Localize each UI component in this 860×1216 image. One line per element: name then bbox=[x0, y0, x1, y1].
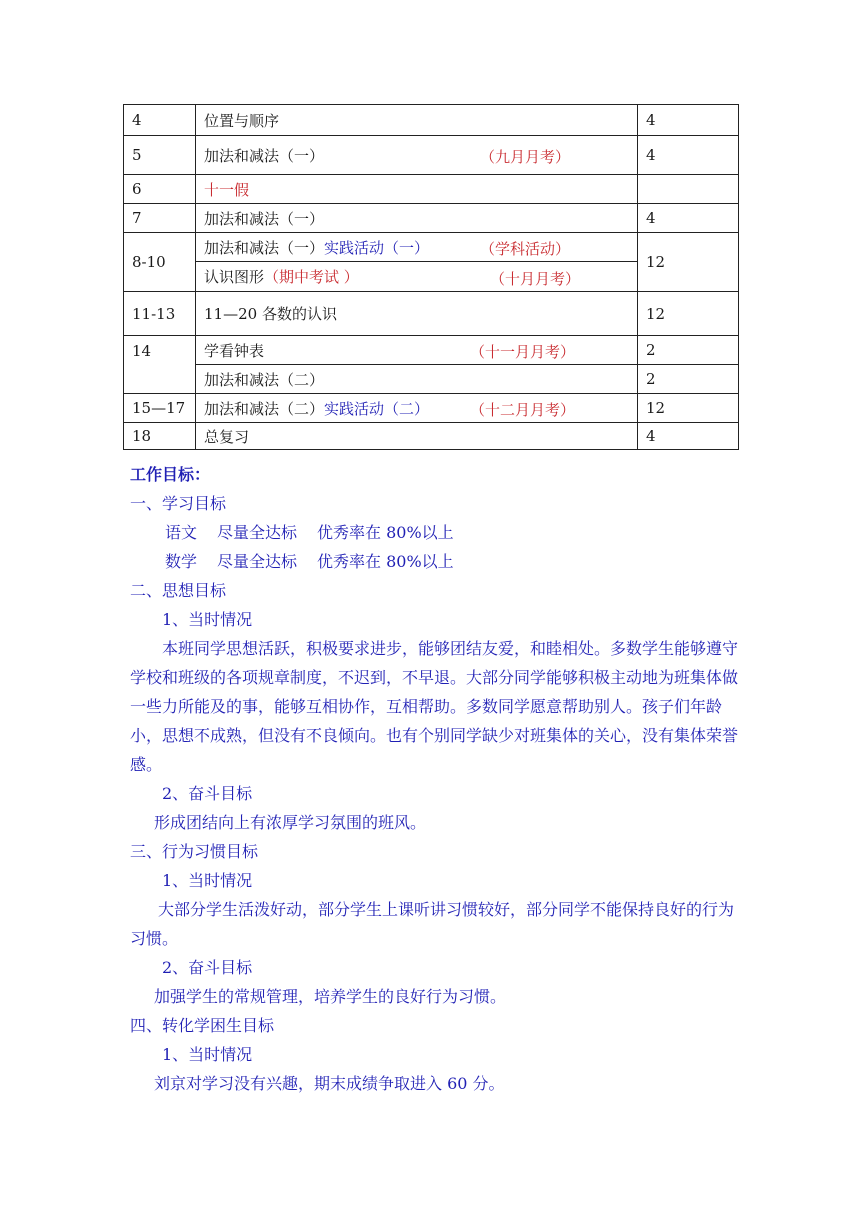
week-cell: 6 bbox=[124, 175, 196, 204]
goal-text: 尽量全达标 bbox=[217, 523, 298, 542]
goals-section bbox=[130, 460, 738, 1098]
week-cell: 18 bbox=[124, 423, 196, 450]
lesson-text: 加法和减法（二） bbox=[204, 399, 325, 418]
midterm-text: （期中考试 ） bbox=[264, 268, 359, 286]
activity-text: 实践活动（一） bbox=[324, 238, 430, 257]
week-cell: 7 bbox=[124, 204, 196, 233]
schedule-table bbox=[123, 104, 739, 450]
content-cell bbox=[196, 262, 638, 292]
table-row bbox=[124, 136, 739, 175]
lesson-text: 学看钟表 bbox=[204, 341, 265, 360]
content-cell bbox=[196, 423, 638, 450]
week-cell: 14 bbox=[124, 336, 196, 394]
rate-text: 优秀率在 80%以上 bbox=[317, 552, 454, 571]
lesson-text: 加法和减法（一） bbox=[204, 238, 325, 257]
exam-note: （十月月考） bbox=[490, 270, 581, 288]
subject-label: 数学 bbox=[165, 552, 198, 571]
paragraph: 加强学生的常规管理，培养学生的良好行为习惯。 bbox=[154, 987, 507, 1006]
chinese-goal-line bbox=[130, 518, 738, 547]
week-cell: 5 bbox=[124, 136, 196, 175]
paragraph: 本班同学思想活跃，积极要求进步，能够团结友爱，和睦相处。多数学生能够遵守学校和班级的各项规章制度，不迟到，不早退。大部分同学能够积极主动地为班集体做一些力所能及的事，能够互相协作，互相帮助。多数同学愿意帮助别人。孩子们年龄小，思想不成熟，但没有不良倾向。也有个别同学缺少对班集体的关心，没有集体荣誉感。 bbox=[130, 639, 739, 774]
section-heading: 四、转化学困生目标 bbox=[130, 1016, 275, 1035]
week-cell: 8-10 bbox=[124, 233, 196, 292]
subheading: 1、当时情况 bbox=[162, 610, 253, 629]
lesson-text: 总复习 bbox=[204, 427, 250, 446]
lesson-text: 位置与顺序 bbox=[204, 111, 280, 130]
paragraph: 形成团结向上有浓厚学习氛围的班风。 bbox=[154, 813, 427, 832]
goal-text: 尽量全达标 bbox=[217, 552, 298, 571]
table-row bbox=[124, 394, 739, 423]
week-cell: 15—17 bbox=[124, 394, 196, 423]
content-cell bbox=[196, 394, 638, 423]
content-cell bbox=[196, 233, 638, 262]
rate-text: 优秀率在 80%以上 bbox=[317, 523, 454, 542]
section-heading: 二、思想目标 bbox=[130, 581, 227, 600]
goals-title: 工作目标： bbox=[130, 465, 211, 484]
week-cell: 4 bbox=[124, 105, 196, 136]
content-cell bbox=[196, 204, 638, 233]
subheading: 2、奋斗目标 bbox=[162, 784, 253, 803]
table-row bbox=[124, 175, 739, 204]
exam-note: （十二月月考） bbox=[470, 401, 576, 419]
table-row bbox=[124, 105, 739, 136]
section-heading: 三、行为习惯目标 bbox=[130, 842, 259, 861]
holiday-text: 十一假 bbox=[204, 180, 250, 199]
content-cell bbox=[196, 336, 638, 365]
week-cell: 11-13 bbox=[124, 292, 196, 336]
hours-cell: 2 bbox=[638, 365, 739, 394]
exam-note: （九月月考） bbox=[480, 148, 571, 166]
content-cell bbox=[196, 365, 638, 394]
content-cell bbox=[196, 175, 638, 204]
lesson-text: 认识图形 bbox=[204, 268, 265, 286]
lesson-text: 11—20 各数的认识 bbox=[204, 305, 337, 323]
table-row bbox=[124, 204, 739, 233]
subheading: 1、当时情况 bbox=[162, 871, 253, 890]
table-row bbox=[124, 233, 739, 262]
section-heading: 一、学习目标 bbox=[130, 494, 227, 513]
table-row bbox=[124, 292, 739, 336]
hours-cell: 12 bbox=[638, 292, 739, 336]
activity-note: （学科活动） bbox=[480, 240, 571, 258]
hours-cell: 4 bbox=[638, 204, 739, 233]
content-cell bbox=[196, 292, 638, 336]
lesson-text: 加法和减法（一） bbox=[204, 209, 325, 228]
hours-cell: 4 bbox=[638, 105, 739, 136]
paragraph: 刘京对学习没有兴趣，期末成绩争取进入 60 分。 bbox=[154, 1074, 505, 1093]
hours-cell: 12 bbox=[638, 394, 739, 423]
table-row bbox=[124, 423, 739, 450]
subheading: 2、奋斗目标 bbox=[162, 958, 253, 977]
hours-cell bbox=[638, 175, 739, 204]
content-cell bbox=[196, 136, 638, 175]
hours-cell: 2 bbox=[638, 336, 739, 365]
table-row bbox=[124, 336, 739, 365]
exam-note: （十一月月考） bbox=[470, 343, 576, 361]
table-row bbox=[124, 365, 739, 394]
content-cell bbox=[196, 105, 638, 136]
hours-cell: 4 bbox=[638, 136, 739, 175]
subheading: 1、当时情况 bbox=[162, 1045, 253, 1064]
lesson-text: 加法和减法（一） bbox=[204, 146, 325, 165]
math-goal-line bbox=[130, 547, 738, 576]
hours-cell: 12 bbox=[638, 233, 739, 292]
lesson-text: 加法和减法（二） bbox=[204, 370, 325, 389]
hours-cell: 4 bbox=[638, 423, 739, 450]
paragraph: 大部分学生活泼好动，部分学生上课听讲习惯较好，部分同学不能保持良好的行为习惯。 bbox=[130, 900, 735, 948]
subject-label: 语文 bbox=[165, 523, 198, 542]
activity-text: 实践活动（二） bbox=[324, 399, 430, 418]
